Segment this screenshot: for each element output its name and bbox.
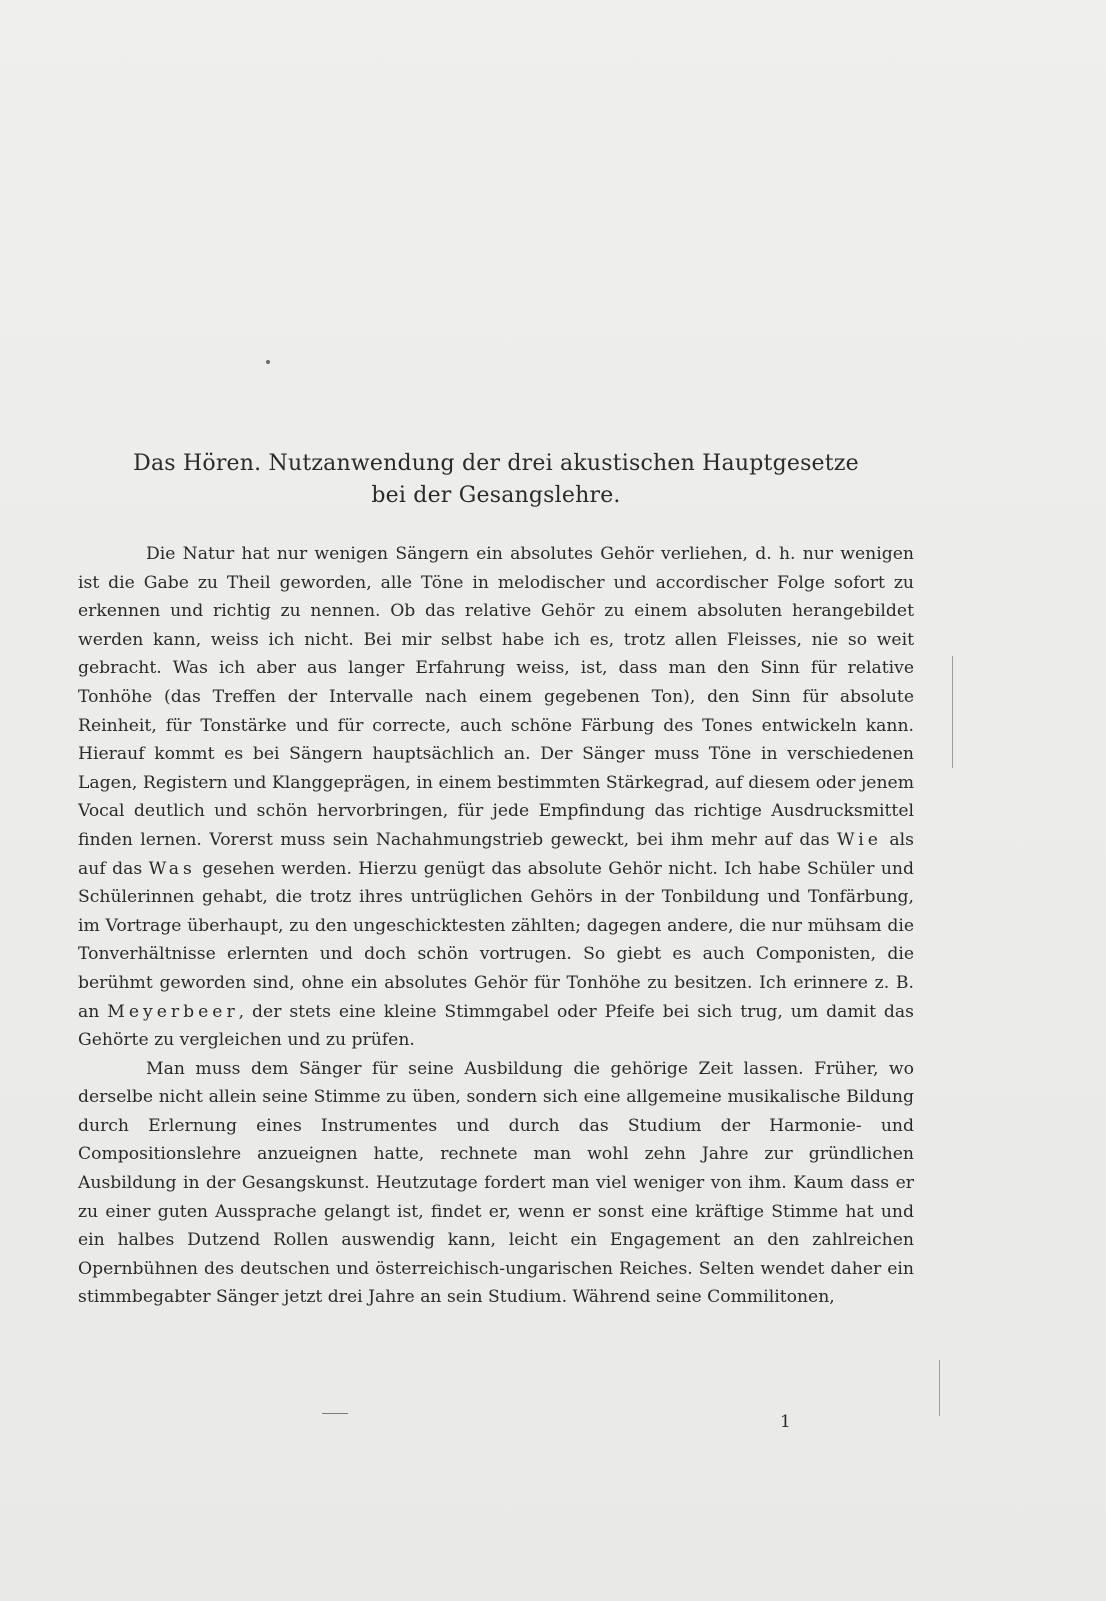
paragraph-2: Man muss dem Sänger für seine Ausbildung die gehörige Zeit lassen. Früher, wo derselbe nicht allein seine Stimme zu üben, sondern sich eine allgemeine musikalische Bildung durch Erlernung eines Instrumentes und durch das Studium der Harmonie- und Compositionslehre anzueignen hatte, rechnete man wohl zehn Jahre zur gründlichen Ausbildung in der Gesangskunst. Heutzutage fordert man viel weniger von ihm. Kaum dass er zu einer guten Aussprache gelangt ist, findet er, wenn er sonst eine kräftige Stimme hat und ein halbes Dutzend Rollen auswendig kann, leicht ein Engagement an den zahlreichen Opernbühnen des deutschen und österreichisch-ungarischen Reiches. Selten wendet daher ein stimmbegabter Sänger jetzt drei Jahre an sein Studium. Während seine Commilitonen, [78, 1058, 914, 1308]
paragraph-1-part-1: Die Natur hat nur wenigen Sängern ein absolutes Gehör verliehen, d. h. nur wenigen ist die Gabe zu Theil geworden, alle Töne in melodischer und accordischer Folge sofort zu erkennen und richtig zu nennen. Ob das relative Gehör zu einem absoluten herangebildet werden kann, weiss ich nicht. Bei mir selbst habe ich es, trotz allen Fleisses, nie so weit gebracht. Was ich aber aus langer Erfahrung weiss, ist, dass man den Sinn für relative Tonhöhe (das Treffen der Intervalle nach einem gegebenen Ton), den Sinn für absolute Reinheit, für Tonstärke und für correcte, auch schöne Färbung des Tones entwickeln kann. Hierauf kommt es bei Sängern hauptsächlich an. Der Sänger muss Töne in verschiedenen Lagen, Registern und Klanggeprägen, in einem bestimmten Stärkegrad, auf diesem oder jenem Vocal deutlich und schön hervorbringen, für jede Empfindung das richtige Ausdrucksmittel finden lernen. Vorerst muss sein Nachahmungstrieb geweckt, bei ihm mehr auf das [78, 544, 914, 850]
footer-dash [322, 1413, 348, 1414]
paragraph-1 [78, 540, 914, 1055]
paragraph-1-part-3: gesehen werden. Hierzu genügt das absolute Gehör nicht. Ich habe Schüler und Schülerinnen gehabt, die trotz ihres untrüglichen Gehörs in der Tonbildung und Tonfärbung, im Vortrage überhaupt, zu den ungeschicktesten zählten; dagegen andere, die nur mühsam die Tonverhältnisse erlernten und doch schön vortrugen. So giebt es auch Componisten, die berühmt geworden sind, ohne ein absolutes Gehör für Tonhöhe zu besitzen. Ich erinnere z. B. an [78, 858, 914, 1022]
paragraph-1-part-2: als auf das [78, 829, 914, 879]
page-number: 1 [780, 1412, 791, 1432]
emphasis-wie: Wie [836, 829, 882, 850]
chapter-title [78, 448, 914, 512]
body-text [78, 540, 914, 1312]
emphasis-was: Was [148, 858, 196, 879]
paragraph-1-part-4: , der stets eine kleine Stimmgabel oder Pfeife bei sich trug, um damit das Gehörte zu vergleichen und zu prüfen. [78, 1001, 914, 1051]
margin-mark [939, 1360, 940, 1416]
emphasis-meyerbeer: Meyerbeer [107, 1001, 239, 1022]
chapter-title-line-1: Das Hören. Nutzanwendung der drei akustischen Hauptgesetze [133, 451, 859, 476]
chapter-title-line-2: bei der Gesangslehre. [371, 483, 621, 508]
margin-mark [952, 656, 953, 768]
ink-speck [266, 360, 270, 364]
